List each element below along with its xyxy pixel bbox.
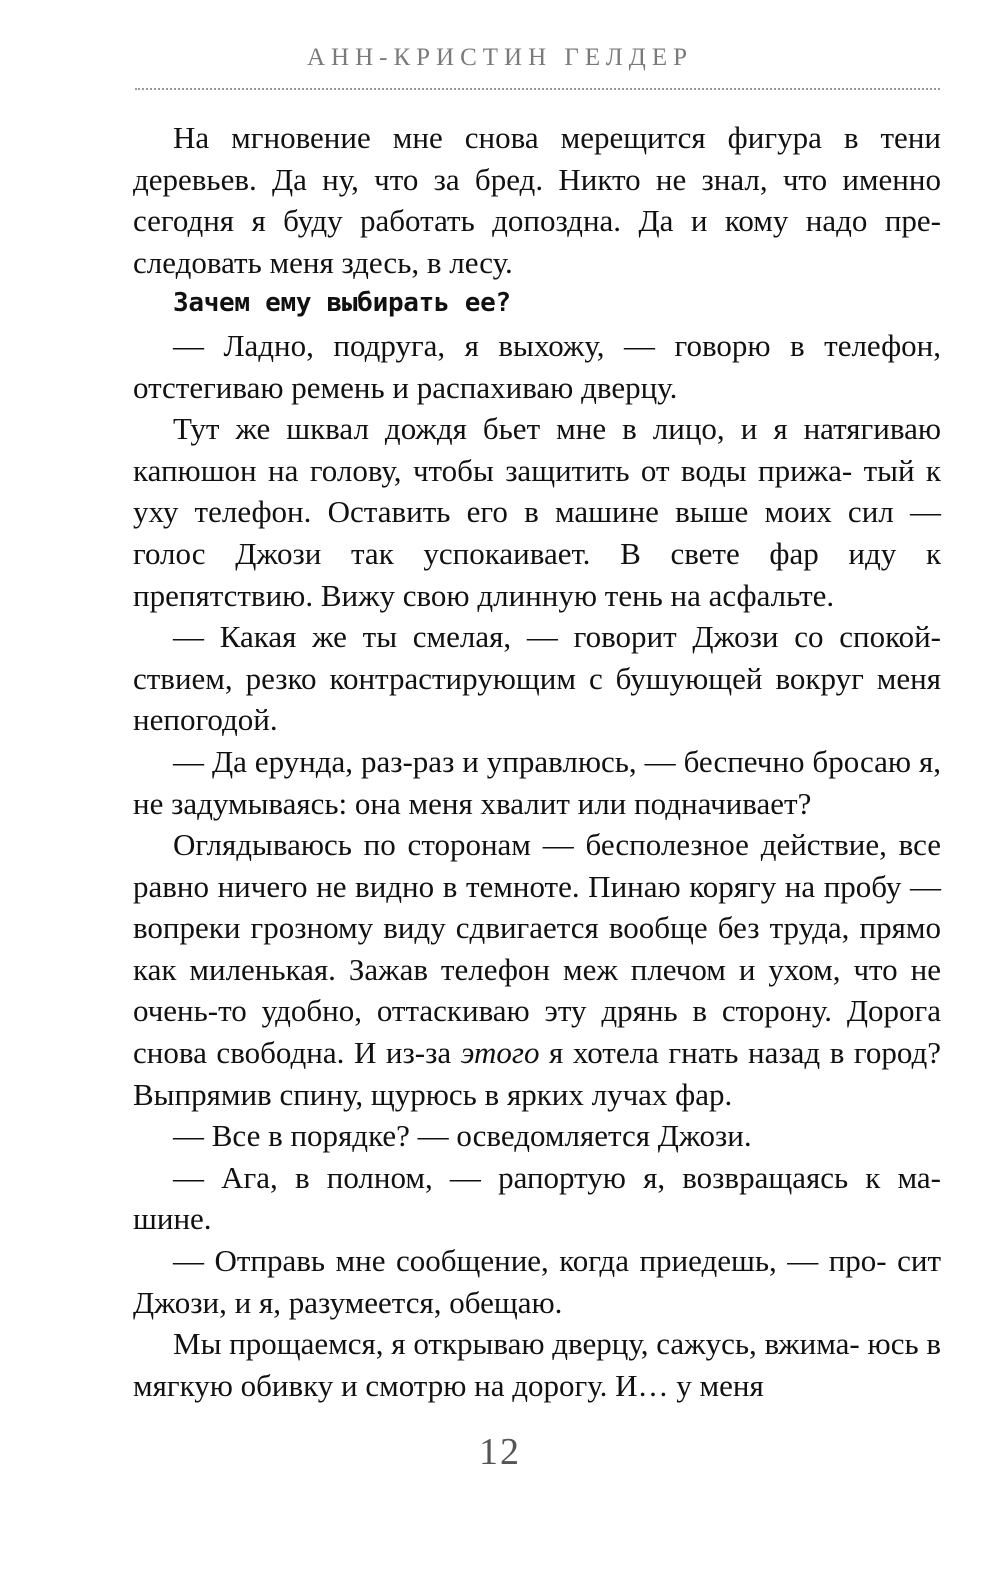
paragraph-4: Тут же шквал дождя бьет мне в лицо, и я натягиваю капюшон на голову, чтобы защитить от воды прижа- тый к уху телефон. Оставить его в машине выше моих сил — голос Джози так успокаивает. В свете фар иду к препятствию. Вижу свою длинную тень на асфальте.	[133, 411, 941, 613]
paragraph-7-emphasis: этого	[460, 1035, 540, 1071]
header-dotted-rule	[135, 88, 940, 90]
paragraph-3: — Ладно, подруга, я выхожу, — говорю в телефон, отстегиваю ремень и распахиваю дверцу.	[133, 327, 941, 405]
paragraph-1: На мгновение мне снова мерещится фигура в тени деревьев. Да ну, что за бред. Никто не знал, что именно сегодня я буду работать допоздна. Да и кому надо пре- следовать меня здесь, в лесу.	[133, 120, 941, 280]
paragraph-7	[133, 824, 941, 1115]
paragraph-5: — Какая же ты смелая, — говорит Джози со спокой- ствием, резко контрастирующим с бушующей вокруг меня непогодой.	[133, 619, 941, 738]
body-text	[133, 117, 941, 1406]
running-head-author: АНН-КРИСТИН ГЕЛДЕР	[306, 44, 693, 71]
paragraph-11: Мы прощаемся, я открываю дверцу, сажусь, вжима- юсь в мягкую обивку и смотрю на дорогу. И… у меня	[133, 1326, 941, 1403]
paragraph-8: — Все в порядке? — осведомляется Джози.	[173, 1118, 752, 1154]
paragraph-7-after: я хотела гнать назад в город? Выпрямив спину, щурюсь в ярких лучах фар.	[133, 1035, 942, 1112]
paragraph-7-before: Оглядываюсь по сторонам — бесполезное действие, все равно ничего не видно в темноте. Пинаю корягу на пробу — вопреки грозному виду сдвигается вообще без труда, прямо как миленькая. Зажав телефон меж плечом и ухом, что не очень-то удобно, оттаскиваю эту дрянь в сторону. Дорога снова свободна. И из-за	[133, 827, 941, 1071]
paragraph-2-thought: Зачем ему выбирать ее?	[173, 288, 511, 319]
paragraph-6: — Да ерунда, раз-раз и управлюсь, — беспечно бросаю я, не задумываясь: она меня хвалит или подначивает?	[133, 743, 941, 821]
page-number: 12	[479, 1431, 521, 1473]
paragraph-9: — Ага, в полном, — рапортую я, возвращаясь к ма- шине.	[133, 1159, 941, 1237]
paragraph-10: — Отправь мне сообщение, когда приедешь, — про- сит Джози, и я, разумеется, обещаю.	[133, 1243, 941, 1320]
